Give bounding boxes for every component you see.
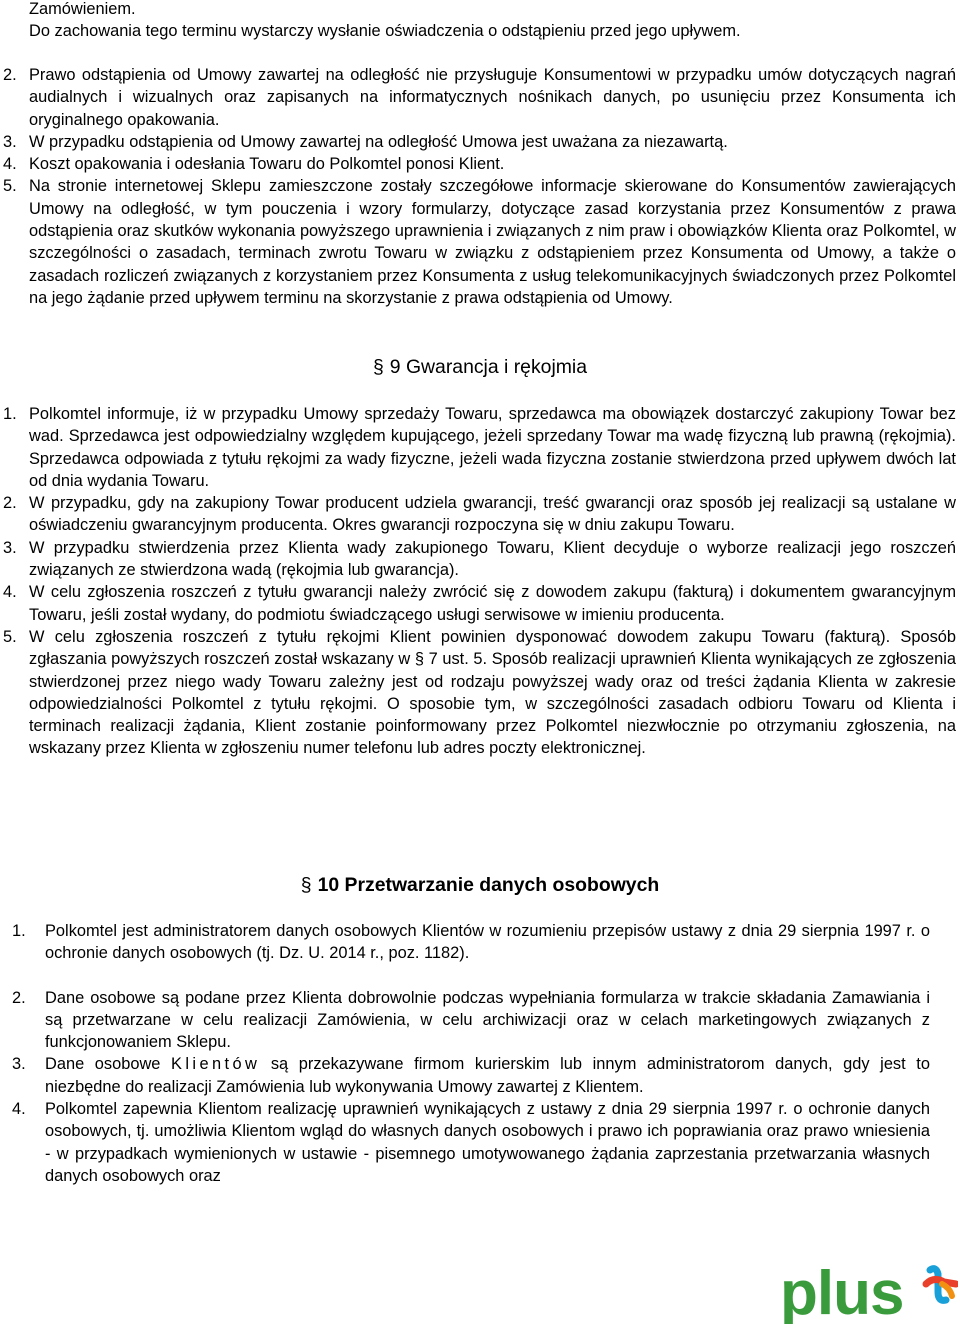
section-10-title: 10 Przetwarzanie danych osobowych: [317, 874, 660, 896]
list-item: [0, 581, 956, 626]
item-number: 4.: [3, 583, 17, 602]
list-item: [0, 492, 956, 537]
item-text-part: są przekazywane firmom kurierskim lub innym administratorom danych, gdy jest to niezbędne do realizacji Zamówienia lub wykonywania Umowy zawartej z Klientem.: [45, 1055, 930, 1096]
list-item: [0, 153, 956, 175]
item-number: 3.: [12, 1055, 26, 1074]
item-text: Koszt opakowania i odesłania Towaru do Polkomtel ponosi Klient.: [29, 155, 505, 174]
section-9-list: [0, 403, 960, 760]
item-text: [45, 1053, 930, 1098]
list-item: [0, 537, 956, 582]
item-text: W przypadku, gdy na zakupiony Towar producent udziela gwarancji, treść gwarancji oraz sposób jej realizacji są ustalane w oświadczeniu gwarancyjnym producenta. Okres gwarancji rozpoczyna się w dniu zakupu Towaru.: [29, 494, 956, 535]
plus-symbol-icon: [926, 1269, 956, 1301]
item-text-part: Dane osobowe: [45, 1055, 161, 1074]
list-item: [0, 403, 956, 492]
item-number: 5.: [3, 627, 17, 646]
item-number: 3.: [3, 132, 17, 151]
section-10-heading: [0, 874, 960, 896]
section-9-heading: [0, 356, 960, 378]
section-9-title: 9 Gwarancja i rękojmia: [389, 356, 587, 378]
list-item: [0, 987, 930, 1054]
list-item: [0, 175, 956, 309]
item-text: Polkomtel informuje, iż w przypadku Umowy sprzedaży Towaru, sprzedawca ma obowiązek dostarczyć zakupiony Towar bez wad. Sprzedawca jest odpowiedzialny względem kupującego, jeżeli sprzedany Towar ma wadę fizyczną lub prawną (rękojmia). Sprzedawca odpowiada z tytułu rękojmi za wady fizyczne, jeżeli wada fizyczna zostanie stwierdzona przed upływem dwóch lat od dnia wydania Towaru.: [29, 405, 956, 490]
item-number: 2.: [3, 494, 17, 513]
section-10-list: [0, 920, 960, 1187]
item-text: Dane osobowe są podane przez Klienta dobrowolnie podczas wypełniania formularza w trakcie składania Zamawiania i są przetwarzane w celu realizacji Zamówienia, w celu archiwizacji oraz w celach marketingowych związanych z funkcjonowaniem Sklepu.: [45, 988, 930, 1052]
section-8-list: [0, 64, 960, 309]
list-item: [0, 1053, 930, 1098]
intro-line-1: Zamówieniem.: [29, 0, 136, 18]
paragraph-sign: §: [300, 874, 312, 896]
plus-logo-text: plus: [780, 1262, 904, 1324]
item-number: 5.: [3, 177, 17, 196]
item-text: W celu zgłoszenia roszczeń z tytułu gwarancji należy zwrócić się z dowodem zakupu (fakturą) i dokumentem gwarancyjnym Towaru, jeśli został wydany, do podmiotu świadczącego usługi serwisowe w imieniu producenta.: [29, 583, 956, 624]
item-text: W przypadku odstąpienia od Umowy zawartej na odległość Umowa jest uważana za niezawartą.: [29, 132, 728, 151]
intro-line-2: Do zachowania tego terminu wystarczy wysłanie oświadczenia o odstąpieniu przed jego upływem.: [29, 22, 741, 41]
item-number: 2.: [3, 66, 17, 84]
list-item: [0, 64, 956, 131]
item-text: W celu zgłoszenia roszczeń z tytułu rękojmi Klient powinien dysponować dowodem zakupu Towaru (fakturą). Sposób zgłaszania powyższych roszczeń został wskazany w § 7 ust. 5. Sposób realizacji uprawnień Klienta wynikających ze zgłoszenia stwierdzonej przez niego wady Towaru zależny jest od rodzaju powyższej wady oraz od treści żądania Klienta w zakresie odpowiedzialności Polkomtel z tytułu rękojmi. O sposobie tym, w szczególności zasadach odbioru Towaru od Klienta i terminach realizacji żądania, Klient zostanie poinformowany przez Polkomtel niezwłocznie po otrzymaniu zgłoszenia, na wskazany przez Klienta w zgłoszeniu numer telefonu lub adres poczty elektronicznej.: [29, 627, 956, 758]
item-number: 2.: [12, 988, 26, 1007]
item-text: W przypadku stwierdzenia przez Klienta wady zakupionego Towaru, Klient decyduje o wyborze realizacji jego roszczeń związanych ze stwierdzona wadą (rękojmia lub gwarancja).: [29, 538, 956, 580]
item-text: Prawo odstąpienia od Umowy zawartej na odległość nie przysługuje Konsumentowi w przypadku umów dotyczących nagrań audialnych i wizualnych oraz zapisanych na informatycznych nośnikach danych, po usunięciu przez Konsumenta ich oryginalnego opakowania.: [29, 66, 956, 129]
item-number: 3.: [3, 538, 17, 557]
item-number: 4.: [3, 155, 17, 174]
item-number: 1.: [12, 922, 26, 940]
item-text-spaced: Klientów: [171, 1055, 261, 1074]
item-text: Na stronie internetowej Sklepu zamieszczone zostały szczegółowe informacje skierowane do Konsumentów zawierających Umowy na odległość, w tym pouczenia i wzory formularzy, dotyczące zasad korzystania przez Konsumentów z prawa odstąpienia oraz skutków wykonania powyższego uprawnienia i związanych z nim praw i obowiązków Klienta oraz Polkomtel, w szczególności o zasadach, terminach zwrotu Towaru w związku z odstąpieniem przez Konsumenta od Umowy, a także o zasadach rozliczeń związanych z korzystaniem przez Konsumenta z usług telekomunikacyjnych świadczonych przez Polkomtel na jego żądanie przed upływem terminu na skorzystanie z prawa odstąpienia od Umowy.: [29, 177, 956, 307]
list-item: [0, 131, 956, 153]
paragraph-sign: §: [372, 356, 384, 378]
list-item: [0, 920, 930, 965]
item-number: 4.: [12, 1100, 26, 1119]
item-text: Polkomtel zapewnia Klientom realizację uprawnień wynikających z ustawy z dnia 29 sierpnia 1997 r. o ochronie danych osobowych, tj. umożliwia Klientom wgląd do własnych danych osobowych i prawo ich poprawiania oraz prawo wniesienia - w przypadkach wymienionych w ustawie - pisemnego umotywowanego żądania zaprzestania przetwarzania własnych danych osobowych oraz: [45, 1100, 930, 1185]
item-number: 1.: [3, 405, 17, 423]
list-item: [0, 626, 956, 760]
item-text: Polkomtel jest administratorem danych osobowych Klientów w rozumieniu przepisów ustawy z dnia 29 sierpnia 1997 r. o ochronie danych osobowych (tj. Dz. U. 2014 r., poz. 1182).: [45, 922, 930, 963]
plus-logo: [780, 1262, 958, 1324]
list-item: [0, 1098, 930, 1187]
intro-text: [29, 0, 959, 43]
plus-logo-graphic: [780, 1262, 958, 1324]
